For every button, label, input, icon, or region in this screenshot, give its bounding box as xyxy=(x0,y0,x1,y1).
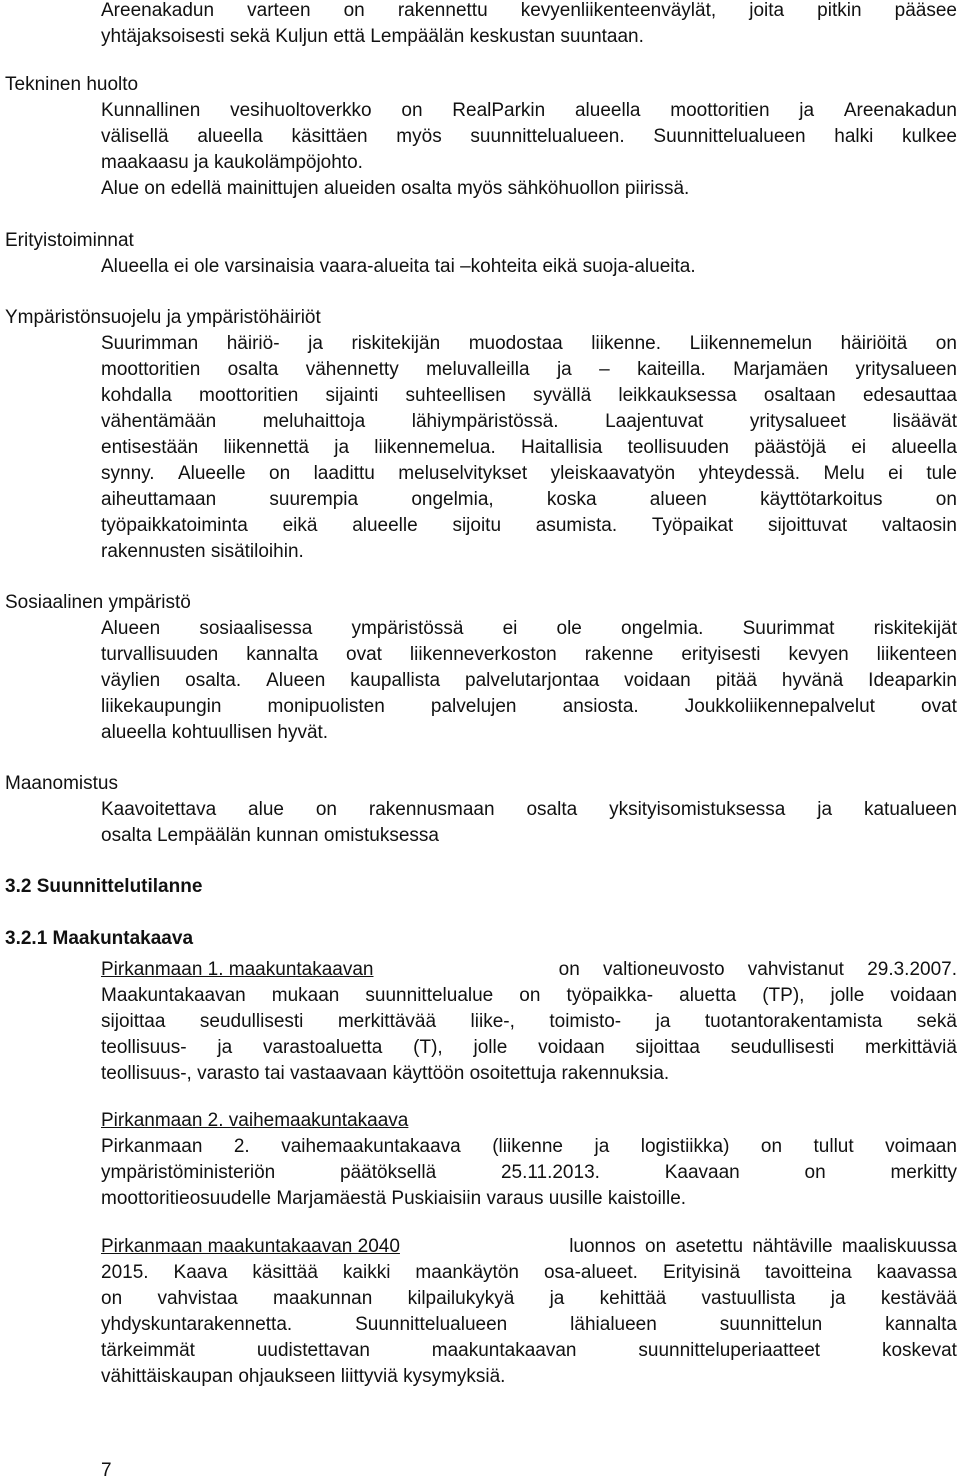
page-number: 7 xyxy=(101,1460,112,1481)
text-line: Kaavoitettava alue on rakennusmaan osalta yksityisomistuksessa ja katualueen xyxy=(101,799,957,820)
text-line: aiheuttamaan suurempia ongelmia, koska alueen käyttötarkoitus on xyxy=(101,489,957,510)
section-heading-maanomistus: Maanomistus xyxy=(5,773,118,794)
text-line: synny. Alueelle on laadittu meluselvitykset yleiskaavatyön yhteydessä. Melu ei tule xyxy=(101,463,957,484)
text-line: Pirkanmaan 2. vaihemaakuntakaava (liikenne ja logistiikka) on tullut voimaan xyxy=(101,1136,957,1157)
text-line: työpaikkatoiminta eikä alueelle sijoitu asumista. Työpaikat sijoittuvat valtaosin xyxy=(101,515,957,536)
text-line: Alueella ei ole varsinaisia vaara-alueita tai –kohteita eikä suoja-alueita. xyxy=(101,256,696,277)
text-line: sijoittaa seudullisesti merkittävää liike-, toimisto- ja tuotantorakentamista sekä xyxy=(101,1011,957,1032)
section-heading-3-2-1: 3.2.1 Maakuntakaava xyxy=(5,928,194,949)
text-line: liikekaupungin monipuolisten palvelujen ansiosta. Joukkoliikennepalvelut ovat xyxy=(101,696,957,717)
text-line xyxy=(101,1236,957,1258)
text-line: ympäristöministeriön päätöksellä 25.11.2013. Kaavaan on merkitty xyxy=(101,1162,957,1183)
text-line: rakennusten sisätiloihin. xyxy=(101,541,304,562)
section-heading-sosiaalinen-ymparisto: Sosiaalinen ympäristö xyxy=(5,592,191,613)
maakuntakaava-link[interactable]: Pirkanmaan 1. maakuntakaavan xyxy=(101,959,374,980)
text-line: maakaasu ja kaukolämpöjohto. xyxy=(101,152,363,173)
section-heading-erityistoiminnat: Erityistoiminnat xyxy=(5,230,134,251)
text-line: väylien osalta. Alueen kaupallista palvelutarjontaa voidaan pitää hyvänä Ideaparkin xyxy=(101,670,957,691)
text-line: kohdalla moottoritien sijainti suhteellisen syvällä leikkauksessa osaltaan edesauttaa xyxy=(101,385,957,406)
maakuntakaava-2040-link[interactable]: Pirkanmaan maakuntakaavan 2040 xyxy=(101,1236,400,1257)
text-line: Suurimman häiriö- ja riskitekijän muodostaa liikenne. Liikennemelun häiriöitä on xyxy=(101,333,957,354)
text-line: teollisuus-, varasto tai vastaavaan käyttöön osoitettuja rakennuksia. xyxy=(101,1063,670,1084)
text-line: vähentämään meluhaittoja lähiympäristössä. Laajentuvat yritysalueet lisäävät xyxy=(101,411,957,432)
text-line: vähittäiskaupan ohjaukseen liittyviä kysymyksiä. xyxy=(101,1366,506,1387)
text-span: luonnos on asetettu nähtäville maaliskuussa xyxy=(569,1236,957,1257)
text-line: entisestään liikennettä ja liikennemelua. Haitallisia teollisuuden päästöjä ei alueella xyxy=(101,437,957,458)
section-heading-3-2: 3.2 Suunnittelutilanne xyxy=(5,876,203,897)
text-line: osalta Lempäälän kunnan omistuksessa xyxy=(101,825,439,846)
text-line: moottoritien osalta vähennetty meluvalleilla ja – kaiteilla. Marjamäen yritysalueen xyxy=(101,359,957,380)
text-line: välisellä alueella käsittäen myös suunnittelualueen. Suunnittelualueen halki kulkee xyxy=(101,126,957,147)
section-heading-ymparistonsuojelu: Ympäristönsuojelu ja ympäristöhäiriöt xyxy=(5,307,321,328)
text-line: Kunnallinen vesihuoltoverkko on RealParkin alueella moottoritien ja Areenakadun xyxy=(101,100,957,121)
text-line: moottoritieosuudelle Marjamäestä Puskiaisiin varaus uusille kaistoille. xyxy=(101,1188,687,1209)
section-heading-tekninen-huolto: Tekninen huolto xyxy=(5,74,139,95)
text-line: 2015. Kaava käsittää kaikki maankäytön osa-alueet. Erityisinä tavoitteina kaavassa xyxy=(101,1262,957,1283)
text-line: yhdyskuntarakennetta. Suunnittelualueen lähialueen suunnittelun kannalta xyxy=(101,1314,957,1335)
text-line: on vahvistaa maakunnan kilpailukykyä ja kehittää vastuullista ja kestävää xyxy=(101,1288,957,1309)
text-line: Maakuntakaavan mukaan suunnittelualue on työpaikka- aluetta (TP), jolle voidaan xyxy=(101,985,957,1006)
text-line: teollisuus- ja varastoaluetta (T), jolle voidaan sijoittaa seudullisesti merkittäviä xyxy=(101,1037,957,1058)
text-line: Areenakadun varteen on rakennettu kevyenliikenteenväylät, joita pitkin pääsee xyxy=(101,0,957,21)
text-span: on valtioneuvosto vahvistanut 29.3.2007. xyxy=(558,959,957,980)
text-line: tärkeimmät uudistettavan maakuntakaavan suunnitteluperiaatteet koskevat xyxy=(101,1340,957,1361)
text-line: turvallisuuden kannalta ovat liikenneverkoston rakenne erityisesti kevyen liikenteen xyxy=(101,644,957,665)
text-line: alueella kohtuullisen hyvät. xyxy=(101,722,329,743)
text-line: yhtäjaksoisesti sekä Kuljun että Lempäälän keskustan suuntaan. xyxy=(101,26,644,47)
text-line: Alue on edellä mainittujen alueiden osalta myös sähköhuollon piirissä. xyxy=(101,178,690,199)
text-line xyxy=(101,959,957,981)
text-line: Alueen sosiaalisessa ympäristössä ei ole ongelmia. Suurimmat riskitekijät xyxy=(101,618,957,639)
vaihemaakuntakaava-title[interactable]: Pirkanmaan 2. vaihemaakuntakaava xyxy=(101,1110,409,1131)
